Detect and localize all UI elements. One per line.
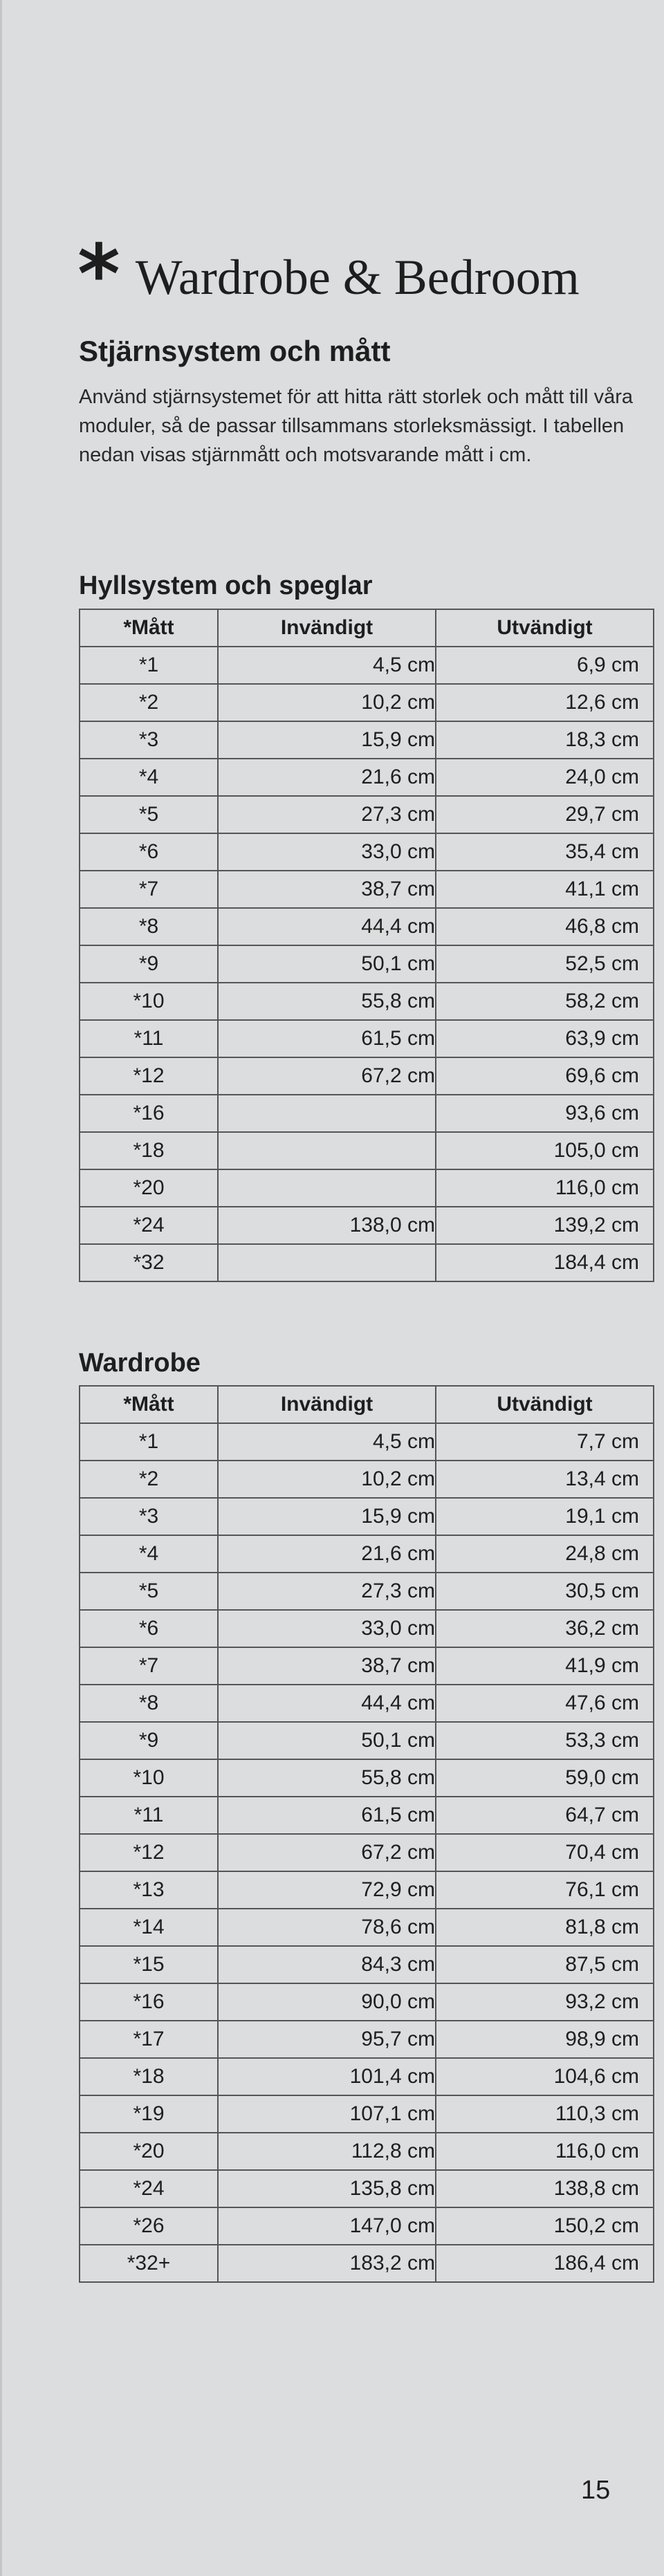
outer-size-cell: 104,6 cm <box>436 2058 654 2095</box>
star-size-cell: *24 <box>80 2170 218 2207</box>
table-row <box>80 945 654 983</box>
star-size-cell: *18 <box>80 2058 218 2095</box>
table-row <box>80 1020 654 1057</box>
star-size-cell: *4 <box>80 759 218 796</box>
page-title: Wardrobe & Bedroom <box>135 250 580 305</box>
outer-size-cell: 41,1 cm <box>436 871 654 908</box>
inner-size-cell: 78,6 cm <box>218 1909 436 1946</box>
table-row <box>80 2021 654 2058</box>
column-header-outer: Utvändigt <box>436 1386 654 1423</box>
inner-size-cell: 147,0 cm <box>218 2207 436 2245</box>
outer-size-cell: 139,2 cm <box>436 1207 654 1244</box>
outer-size-cell: 41,9 cm <box>436 1647 654 1685</box>
shelving-size-table <box>79 609 654 1282</box>
inner-size-cell <box>218 1169 436 1207</box>
column-header-star-size: *Mått <box>80 609 218 647</box>
outer-size-cell: 81,8 cm <box>436 1909 654 1946</box>
star-size-cell: *26 <box>80 2207 218 2245</box>
table-row <box>80 1132 654 1169</box>
inner-size-cell: 44,4 cm <box>218 908 436 945</box>
star-size-cell: *7 <box>80 1647 218 1685</box>
table-row <box>80 1983 654 2021</box>
column-header-inner: Invändigt <box>218 1386 436 1423</box>
wardrobe-table-body <box>80 1423 654 2282</box>
outer-size-cell: 150,2 cm <box>436 2207 654 2245</box>
inner-size-cell: 112,8 cm <box>218 2133 436 2170</box>
table-row <box>80 1207 654 1244</box>
star-size-cell: *20 <box>80 1169 218 1207</box>
star-size-cell: *1 <box>80 647 218 684</box>
outer-size-cell: 59,0 cm <box>436 1759 654 1797</box>
table-row <box>80 1095 654 1132</box>
star-size-cell: *24 <box>80 1207 218 1244</box>
inner-size-cell: 33,0 cm <box>218 833 436 871</box>
inner-size-cell: 95,7 cm <box>218 2021 436 2058</box>
inner-size-cell: 67,2 cm <box>218 1057 436 1095</box>
inner-size-cell: 61,5 cm <box>218 1020 436 1057</box>
inner-size-cell: 72,9 cm <box>218 1871 436 1909</box>
table-row <box>80 2133 654 2170</box>
table-row <box>80 1461 654 1498</box>
outer-size-cell: 98,9 cm <box>436 2021 654 2058</box>
star-size-cell: *5 <box>80 1573 218 1610</box>
table-row <box>80 1244 654 1281</box>
inner-size-cell <box>218 1095 436 1132</box>
table-row <box>80 1797 654 1834</box>
inner-size-cell: 90,0 cm <box>218 1983 436 2021</box>
table-row <box>80 1169 654 1207</box>
outer-size-cell: 70,4 cm <box>436 1834 654 1871</box>
intro-text: Använd stjärnsystemet för att hitta rätt storlek och mått till våra moduler, så de passar tillsammans storleksmässigt. I tabellen nedan visas stjärnmått och motsvarande mått i cm. <box>79 386 634 466</box>
column-header-outer: Utvändigt <box>436 609 654 647</box>
star-size-cell: *20 <box>80 2133 218 2170</box>
table-row <box>80 1834 654 1871</box>
outer-size-cell: 53,3 cm <box>436 1722 654 1759</box>
outer-size-cell: 35,4 cm <box>436 833 654 871</box>
outer-size-cell: 64,7 cm <box>436 1797 654 1834</box>
table-row <box>80 1573 654 1610</box>
star-size-cell: *8 <box>80 1685 218 1722</box>
star-size-cell: *16 <box>80 1983 218 2021</box>
inner-size-cell: 33,0 cm <box>218 1610 436 1647</box>
outer-size-cell: 186,4 cm <box>436 2245 654 2282</box>
inner-size-cell: 4,5 cm <box>218 1423 436 1461</box>
star-size-cell: *17 <box>80 2021 218 2058</box>
column-header-star-size: *Mått <box>80 1386 218 1423</box>
wardrobe-size-table <box>79 1385 654 2283</box>
brand-heading <box>77 226 580 322</box>
inner-size-cell: 183,2 cm <box>218 2245 436 2282</box>
inner-size-cell: 135,8 cm <box>218 2170 436 2207</box>
inner-size-cell: 138,0 cm <box>218 1207 436 1244</box>
table-row <box>80 1647 654 1685</box>
star-size-cell: *19 <box>80 2095 218 2133</box>
star-size-cell: *10 <box>80 1759 218 1797</box>
table-row <box>80 833 654 871</box>
inner-size-cell: 10,2 cm <box>218 1461 436 1498</box>
table-title-shelving: Hyllsystem och speglar <box>79 571 373 600</box>
outer-size-cell: 63,9 cm <box>436 1020 654 1057</box>
inner-size-cell: 44,4 cm <box>218 1685 436 1722</box>
table-row <box>80 796 654 833</box>
outer-size-cell: 7,7 cm <box>436 1423 654 1461</box>
inner-size-cell: 4,5 cm <box>218 647 436 684</box>
table-title-wardrobe: Wardrobe <box>79 1349 201 1378</box>
table-row <box>80 1946 654 1983</box>
star-size-cell: *11 <box>80 1797 218 1834</box>
star-size-cell: *12 <box>80 1057 218 1095</box>
outer-size-cell: 13,4 cm <box>436 1461 654 1498</box>
table-row <box>80 908 654 945</box>
table-row <box>80 2207 654 2245</box>
outer-size-cell: 24,8 cm <box>436 1535 654 1573</box>
star-size-cell: *9 <box>80 945 218 983</box>
star-icon: * <box>77 226 120 322</box>
inner-size-cell: 55,8 cm <box>218 1759 436 1797</box>
outer-size-cell: 12,6 cm <box>436 684 654 721</box>
table-row <box>80 871 654 908</box>
page-number: 15 <box>581 2476 611 2505</box>
star-size-cell: *5 <box>80 796 218 833</box>
outer-size-cell: 58,2 cm <box>436 983 654 1020</box>
inner-size-cell: 15,9 cm <box>218 721 436 759</box>
outer-size-cell: 36,2 cm <box>436 1610 654 1647</box>
star-size-cell: *2 <box>80 684 218 721</box>
intro-heading: Stjärnsystem och mått <box>79 335 391 367</box>
star-size-cell: *6 <box>80 1610 218 1647</box>
star-size-cell: *12 <box>80 1834 218 1871</box>
star-size-cell: *9 <box>80 1722 218 1759</box>
table-row <box>80 1871 654 1909</box>
table-row <box>80 759 654 796</box>
inner-size-cell: 61,5 cm <box>218 1797 436 1834</box>
inner-size-cell: 27,3 cm <box>218 796 436 833</box>
outer-size-cell: 87,5 cm <box>436 1946 654 1983</box>
outer-size-cell: 30,5 cm <box>436 1573 654 1610</box>
inner-size-cell: 84,3 cm <box>218 1946 436 1983</box>
outer-size-cell: 29,7 cm <box>436 796 654 833</box>
table-row <box>80 2058 654 2095</box>
outer-size-cell: 184,4 cm <box>436 1244 654 1281</box>
table-row <box>80 2170 654 2207</box>
outer-size-cell: 6,9 cm <box>436 647 654 684</box>
table-row <box>80 647 654 684</box>
table-header-row <box>80 609 654 647</box>
table-row <box>80 1610 654 1647</box>
inner-size-cell: 67,2 cm <box>218 1834 436 1871</box>
outer-size-cell: 116,0 cm <box>436 2133 654 2170</box>
outer-size-cell: 116,0 cm <box>436 1169 654 1207</box>
outer-size-cell: 18,3 cm <box>436 721 654 759</box>
table-row <box>80 684 654 721</box>
table-row <box>80 1909 654 1946</box>
inner-size-cell: 21,6 cm <box>218 1535 436 1573</box>
table-row <box>80 1685 654 1722</box>
star-size-cell: *3 <box>80 1498 218 1535</box>
table-row <box>80 2245 654 2282</box>
star-size-cell: *16 <box>80 1095 218 1132</box>
inner-size-cell <box>218 1132 436 1169</box>
star-size-cell: *32+ <box>80 2245 218 2282</box>
star-size-cell: *6 <box>80 833 218 871</box>
outer-size-cell: 46,8 cm <box>436 908 654 945</box>
table-row <box>80 1057 654 1095</box>
inner-size-cell: 50,1 cm <box>218 1722 436 1759</box>
inner-size-cell: 107,1 cm <box>218 2095 436 2133</box>
table-row <box>80 2095 654 2133</box>
star-size-cell: *32 <box>80 1244 218 1281</box>
star-size-cell: *14 <box>80 1909 218 1946</box>
star-size-cell: *1 <box>80 1423 218 1461</box>
outer-size-cell: 24,0 cm <box>436 759 654 796</box>
table-row <box>80 983 654 1020</box>
star-size-cell: *10 <box>80 983 218 1020</box>
outer-size-cell: 47,6 cm <box>436 1685 654 1722</box>
outer-size-cell: 76,1 cm <box>436 1871 654 1909</box>
inner-size-cell: 15,9 cm <box>218 1498 436 1535</box>
star-size-cell: *11 <box>80 1020 218 1057</box>
inner-size-cell: 55,8 cm <box>218 983 436 1020</box>
table-row <box>80 1423 654 1461</box>
star-size-cell: *7 <box>80 871 218 908</box>
inner-size-cell <box>218 1244 436 1281</box>
table-row <box>80 1759 654 1797</box>
table-row <box>80 721 654 759</box>
outer-size-cell: 93,2 cm <box>436 1983 654 2021</box>
table-row <box>80 1722 654 1759</box>
shelving-table-body <box>80 647 654 1281</box>
outer-size-cell: 52,5 cm <box>436 945 654 983</box>
star-size-cell: *18 <box>80 1132 218 1169</box>
inner-size-cell: 38,7 cm <box>218 871 436 908</box>
star-size-cell: *3 <box>80 721 218 759</box>
inner-size-cell: 10,2 cm <box>218 684 436 721</box>
table-row <box>80 1535 654 1573</box>
inner-size-cell: 50,1 cm <box>218 945 436 983</box>
table-row <box>80 1498 654 1535</box>
star-size-cell: *13 <box>80 1871 218 1909</box>
table-header-row <box>80 1386 654 1423</box>
inner-size-cell: 38,7 cm <box>218 1647 436 1685</box>
star-size-cell: *15 <box>80 1946 218 1983</box>
inner-size-cell: 101,4 cm <box>218 2058 436 2095</box>
inner-size-cell: 27,3 cm <box>218 1573 436 1610</box>
star-size-cell: *8 <box>80 908 218 945</box>
outer-size-cell: 93,6 cm <box>436 1095 654 1132</box>
star-size-cell: *4 <box>80 1535 218 1573</box>
star-size-cell: *2 <box>80 1461 218 1498</box>
outer-size-cell: 19,1 cm <box>436 1498 654 1535</box>
column-header-inner: Invändigt <box>218 609 436 647</box>
outer-size-cell: 110,3 cm <box>436 2095 654 2133</box>
page-edge <box>0 0 2 2576</box>
outer-size-cell: 138,8 cm <box>436 2170 654 2207</box>
outer-size-cell: 69,6 cm <box>436 1057 654 1095</box>
outer-size-cell: 105,0 cm <box>436 1132 654 1169</box>
inner-size-cell: 21,6 cm <box>218 759 436 796</box>
